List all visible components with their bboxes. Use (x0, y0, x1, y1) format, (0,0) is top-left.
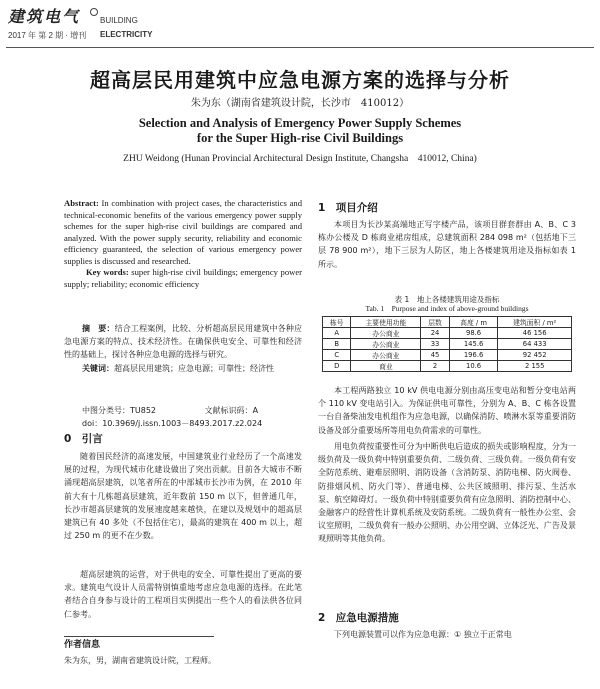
table-header-cell: 建筑面积 / m² (498, 317, 572, 328)
section1-paragraph-3: 用电负荷按重要性可分为中断供电后造成的损失或影响程度，分为一级负荷及一级负荷中特别重要负荷、二级负荷、三级负荷。一级负荷有安全防范系统、避难层照明、消防设备（含消防泵、消防电梯、防火阀卷、防排烟风机、防火门等）、普通电梯、公共区域照明、排污泵、生活水泵、航空障碍灯。一级负荷中特别重要负荷有应急照明、消防控制中心、金融客户的经营性计算机系统及安防系统。二级负荷有一般性办公室、会议室照明，二级负荷有一般办公照明、办公用空调、立体泛光、广告及景观照明等其他负荷。 (318, 442, 576, 544)
keywords-cn-label: 关键词： (82, 363, 114, 373)
section1-heading: 1 项目介绍 (318, 202, 378, 214)
table-cell: 办公商业 (351, 350, 421, 361)
table-cell: 33 (421, 339, 449, 350)
footnote-rule (64, 636, 214, 637)
table-cell: 2 155 (498, 361, 572, 372)
keywords-en-label: Key words: (86, 267, 129, 277)
article-title-en-line2: for the Super High-rise Civil Buildings (196, 131, 404, 145)
table-cell: 24 (421, 328, 449, 339)
section1-paragraph-2: 本工程两路独立 10 kV 供电电源分别由高压变电站和暂分变电站两个 110 kV 变电站引入。为保证供电可靠性，分别为 A、B、C 栋各设置一台自备柴油发电机组作为应急电源，以确保消防、喷淋水泵等重要消防设备及部分重要场所等用电负荷需求的可靠性。 (318, 386, 576, 435)
intro-heading: 0 引言 (64, 433, 103, 445)
table-header-row (323, 317, 572, 328)
table-cell: 98.6 (449, 328, 498, 339)
author-line-cn: 朱为东（湖南省建筑设计院，长沙市 410012） (190, 98, 410, 109)
article-title-cn: 超高层民用建筑中应急电源方案的选择与分析 (90, 68, 510, 92)
journal-issue: 2017 年 第 2 期 · 增刊 (8, 31, 87, 40)
table-cell: 92 452 (498, 350, 572, 361)
article-title-en-line1: Selection and Analysis of Emergency Power Supply Schemes (138, 116, 462, 130)
intro-paragraph-1: 随着国民经济的高速发展，中国建筑业行业经历了一个高速发展的过程，为现代城市化建设做出了突出贡献。目前各大城市不断涌现超高层建筑，以笔者所在的中部城市长沙市为例，在 2010 年前大有十几栋超高层建筑，近年数前 150 m 以下，但普通几年，长沙市超高层建筑的发展速度越来越快，在建以及规划中的超高层建筑已有 40 多处（不包括住宅），最高的建筑在 400 m 以上，超过 250 m 的更不在少数。 (64, 452, 302, 541)
author-info-label: 作者信息 (64, 640, 101, 650)
clc-value: TU852 (130, 406, 157, 415)
table-header-cell: 栋号 (323, 317, 351, 328)
header-rule (6, 47, 594, 48)
table-cell: 45 (421, 350, 449, 361)
table-cell: 办公商业 (351, 339, 421, 350)
table-cell: 64 433 (498, 339, 572, 350)
classification-block (64, 404, 302, 430)
table-header-cell: 层数 (421, 317, 449, 328)
table-header-cell: 高度 / m (449, 317, 498, 328)
intro-paragraph-2: 超高层建筑的运营，对于供电的安全、可靠性提出了更高的要求。建筑电气设计人员需特别慎重地考虑应急电源的选择。在此笔者结合自身参与设计的工程项目实例提出一些个人的看法供各位同仁参考。 (64, 570, 302, 619)
table1-caption-en: Tab. 1 Purpose and index of above-ground buildings (365, 304, 529, 313)
abstract-cn-label: 摘 要： (82, 324, 115, 333)
table1 (322, 316, 572, 372)
journal-logo-icon (90, 8, 98, 16)
table-row (323, 361, 572, 372)
clc-label: 中图分类号： (82, 406, 130, 415)
doc-code-label: 文献标识码： (204, 406, 253, 415)
table-cell: 10.6 (449, 361, 498, 372)
article-title-en (0, 116, 600, 146)
table-cell: C (323, 350, 351, 361)
journal-name-en-1: BUILDING (100, 16, 138, 25)
journal-name-cn: 建筑电气 (8, 7, 81, 26)
keywords-cn-text: 超高层民用建筑；应急电源；可靠性；经济性 (114, 363, 274, 373)
author-info-text: 朱为东，男，湖南省建筑设计院，工程师。 (64, 656, 216, 665)
table-cell: 145.6 (449, 339, 498, 350)
abstract-cn-text: 结合工程案例，比较、分析超高层民用建筑中各种应急电源方案的特点、技术经济性。在确保供电安全、可靠性和经济性的基础上，探讨各种应急电源的选择与研究。 (64, 324, 303, 360)
table-cell: 商业 (351, 361, 421, 372)
section1-paragraph-1: 本项目为长沙某高端地正写字楼产品，该项目群套群由 A、B、C 3 栋办公楼及 D 栋商业裙房组成，总建筑面积 284 098 m²（包括地下三层 78 900 m²），地下三层为人防区，地上各楼建筑用途及指标如表 1 所示。 (318, 220, 576, 269)
table-cell: B (323, 339, 351, 350)
section2-paragraph-1: 下列电源装置可以作为应急电源：① 独立于正常电 (334, 630, 512, 639)
doi: doi：10.3969/j.issn.1003－8493.2017.z2.024 (82, 419, 263, 429)
table-row (323, 350, 572, 361)
doc-code-value: A (252, 406, 259, 415)
table-row (323, 339, 572, 350)
table-header-cell: 主要使用功能 (351, 317, 421, 328)
table-cell: 2 (421, 361, 449, 372)
journal-name-en-2: ELECTRICITY (100, 30, 153, 39)
author-line-en: ZHU Weidong (Hunan Provincial Architectural Design Institute, Changsha 410012, China) (123, 154, 477, 164)
journal-masthead (8, 4, 268, 46)
table1-caption-cn: 表 1 地上各楼建筑用途及指标 (394, 295, 500, 304)
table-cell: A (323, 328, 351, 339)
section2-heading: 2 应急电源措施 (318, 612, 399, 624)
table-cell: D (323, 361, 351, 372)
abstract-en (64, 198, 302, 290)
abstract-cn (64, 322, 302, 375)
keywords-en-text: super high-rise civil buildings; emergency power supply; reliability; economic efficiency (64, 267, 303, 289)
abstract-en-label: Abstract: (64, 198, 99, 208)
abstract-en-text: In combination with project cases, the characteristics and technical-economic benefits of the various emergency power supply schemes for the super high-rise civil buildings are compared and analyzed. With the power supply security, reliability and economic efficiency guaranteed, the selection of various emergency power supplies is discussed and researched. (64, 198, 302, 266)
table-cell: 办公商业 (351, 328, 421, 339)
table-cell: 196.6 (449, 350, 498, 361)
table-cell: 46 156 (498, 328, 572, 339)
table-row (323, 328, 572, 339)
